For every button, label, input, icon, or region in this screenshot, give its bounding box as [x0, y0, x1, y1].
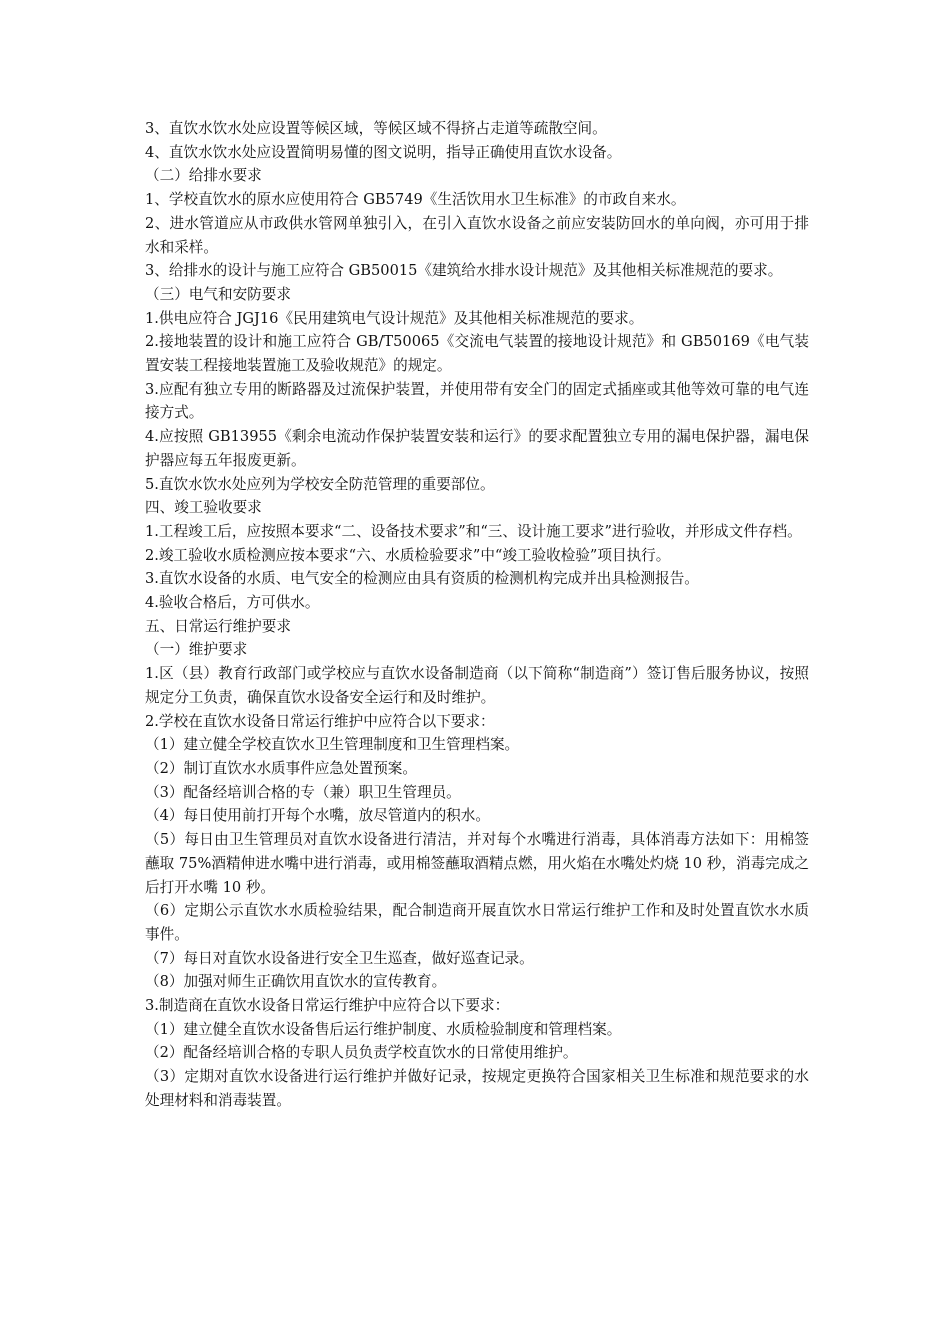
paragraph: 1、学校直饮水的原水应使用符合 GB5749《生活饮用水卫生标准》的市政自来水。	[145, 191, 686, 209]
paragraph: （1）建立健全学校直饮水卫生管理制度和卫生管理档案。	[145, 736, 520, 754]
paragraph: （二）给排水要求	[145, 167, 262, 185]
paragraph: 3.制造商在直饮水设备日常运行维护中应符合以下要求：	[145, 997, 510, 1015]
paragraph: （3）定期对直饮水设备进行运行维护并做好记录，按规定更换符合国家相关卫生标准和规范要求的水处理材料和消毒装置。	[145, 1068, 809, 1109]
paragraph: （2）配备经培训合格的专职人员负责学校直饮水的日常使用维护。	[145, 1044, 578, 1062]
paragraph: 1.供电应符合 JGJ16《民用建筑电气设计规范》及其他相关标准规范的要求。	[145, 309, 644, 327]
paragraph: （2）制订直饮水水质事件应急处置预案。	[145, 759, 417, 777]
paragraph: 4.应按照 GB13955《剩余电流动作保护装置安装和运行》的要求配置独立专用的漏电保护器，漏电保护器应每五年报废更新。	[145, 428, 809, 469]
paragraph: （三）电气和安防要求	[145, 285, 291, 303]
paragraph: 4.验收合格后，方可供水。	[145, 594, 320, 612]
paragraph: 五、日常运行维护要求	[145, 617, 291, 635]
paragraph: 2.接地装置的设计和施工应符合 GB/T50065《交流电气装置的接地设计规范》和 GB50169《电气装置安装工程接地装置施工及验收规范》的规定。	[145, 333, 809, 375]
paragraph: 四、竣工验收要求	[145, 499, 262, 517]
paragraph: （5）每日由卫生管理员对直饮水设备进行清洁，并对每个水嘴进行消毒，具体消毒方法如下：用棉签蘸取 75%酒精伸进水嘴中进行消毒，或用棉签蘸取酒精点燃，用火焰在水嘴处灼烧 10 秒，消毒完成之后打开水嘴 10 秒。	[145, 831, 809, 896]
paragraph: （3）配备经培训合格的专（兼）职卫生管理员。	[145, 783, 461, 801]
paragraph: 2.竣工验收水质检测应按本要求“六、水质检验要求”中“竣工验收检验”项目执行。	[145, 546, 671, 564]
paragraph: 3.直饮水设备的水质、电气安全的检测应由具有资质的检测机构完成并出具检测报告。	[145, 570, 699, 588]
paragraph: 2.学校在直饮水设备日常运行维护中应符合以下要求：	[145, 712, 495, 730]
paragraph: （4）每日使用前打开每个水嘴，放尽管道内的积水。	[145, 807, 490, 825]
paragraph: 1.区（县）教育行政部门或学校应与直饮水设备制造商（以下简称“制造商”）签订售后服务协议，按照规定分工负责，确保直饮水设备安全运行和及时维护。	[145, 665, 809, 706]
paragraph: 3.应配有独立专用的断路器及过流保护装置，并使用带有安全门的固定式插座或其他等效可靠的电气连接方式。	[145, 380, 809, 422]
paragraph: （一）维护要求	[145, 641, 248, 659]
paragraph: 2、进水管道应从市政供水管网单独引入，在引入直饮水设备之前应安装防回水的单向阀，亦可用于排水和采样。	[145, 214, 809, 256]
paragraph: （1）建立健全直饮水设备售后运行维护制度、水质检验制度和管理档案。	[145, 1020, 622, 1038]
paragraph: （6）定期公示直饮水水质检验结果，配合制造商开展直饮水日常运行维护工作和及时处置直饮水水质事件。	[145, 902, 809, 943]
paragraph: 1.工程竣工后，应按照本要求“二、设备技术要求”和“三、设计施工要求”进行验收，并形成文件存档。	[145, 522, 802, 540]
document-body	[145, 117, 809, 1113]
paragraph: （7）每日对直饮水设备进行安全卫生巡查，做好巡查记录。	[145, 949, 534, 967]
paragraph: 3、直饮水饮水处应设置等候区域，等候区域不得挤占走道等疏散空间。	[145, 120, 607, 137]
paragraph: 3、给排水的设计与施工应符合 GB50015《建筑给水排水设计规范》及其他相关标准规范的要求。	[145, 262, 783, 280]
paragraph: 5.直饮水饮水处应列为学校安全防范管理的重要部位。	[145, 475, 495, 493]
paragraph: （8）加强对师生正确饮用直饮水的宣传教育。	[145, 973, 447, 991]
paragraph: 4、直饮水饮水处应设置简明易懂的图文说明，指导正确使用直饮水设备。	[145, 143, 622, 161]
